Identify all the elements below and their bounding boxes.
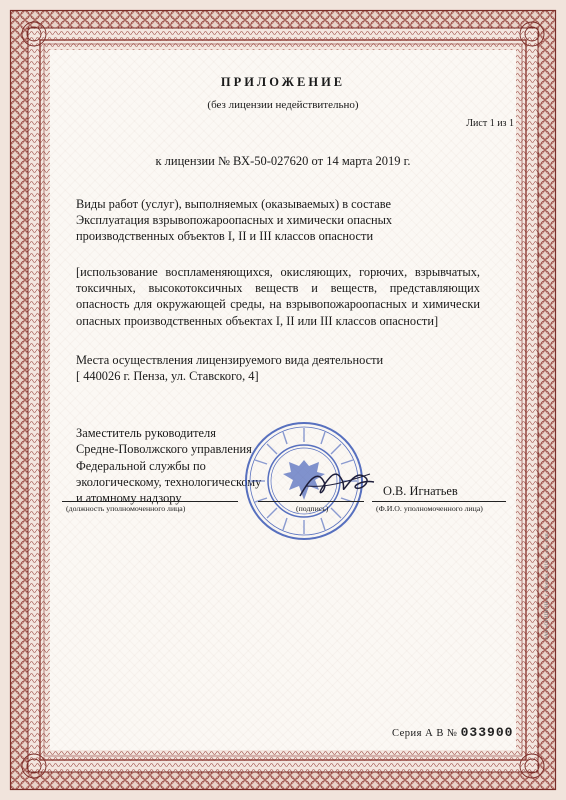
signatory-line: экологическому, технологическому bbox=[76, 474, 262, 489]
series-number bbox=[392, 725, 513, 740]
signature-scribble bbox=[296, 458, 378, 506]
signatory-name: О.В. Игнатьев bbox=[383, 484, 458, 498]
printer-imprint: ЗАО «ОПЦИОН», г. Москва, 2018 г., «Б», тип. А bbox=[544, 526, 550, 640]
work-types-line: производственных объектов I, II и III классов опасности bbox=[76, 229, 374, 243]
signatory-line: и атомному надзору bbox=[76, 491, 182, 506]
caption-position: (должность уполномоченного лица) bbox=[66, 504, 186, 513]
location-block bbox=[76, 352, 480, 384]
caption-signature: (подпись) bbox=[296, 504, 329, 513]
name-line bbox=[372, 501, 506, 502]
location-label: Места осуществления лицензируемого вида деятельности bbox=[76, 353, 384, 367]
series-label: Серия А В № bbox=[392, 728, 458, 739]
series-value: 033900 bbox=[460, 725, 514, 740]
signatory-line: Федеральной службы по bbox=[76, 458, 206, 473]
location-value: [ 440026 г. Пенза, ул. Ставского, 4] bbox=[76, 369, 259, 383]
license-reference: к лицензии № ВХ-50-027620 от 14 марта 2019 г. bbox=[155, 154, 411, 168]
work-types-line: Виды работ (услуг), выполняемых (оказываемых) в составе bbox=[76, 197, 392, 211]
position-line bbox=[62, 501, 238, 502]
sheet-number: Лист 1 из 1 bbox=[466, 118, 514, 129]
work-types-line: Эксплуатация взрывопожароопасных и химически опасных bbox=[76, 213, 393, 227]
signatory-line: Заместитель руководителя bbox=[76, 426, 216, 440]
signatory-position bbox=[76, 425, 261, 506]
document-title: ПРИЛОЖЕНИЕ bbox=[220, 75, 346, 89]
signature-line bbox=[258, 501, 364, 502]
work-details: [использование воспламеняющихся, окисляющих, горючих, взрывчатых, токсичных, высокотоксичных веществ и веществ, представляющих опасность для окружающей среды, на взрывопожароопасных и химически опасных производственных объектах I, II или III классов опасности] bbox=[76, 265, 480, 328]
work-types-block bbox=[76, 196, 480, 244]
caption-name: (Ф.И.О. уполномоченного лица) bbox=[376, 504, 483, 513]
document-subtitle: (без лицензии недействительно) bbox=[207, 99, 359, 111]
signatory-line: Средне-Поволжского управления bbox=[76, 442, 252, 457]
